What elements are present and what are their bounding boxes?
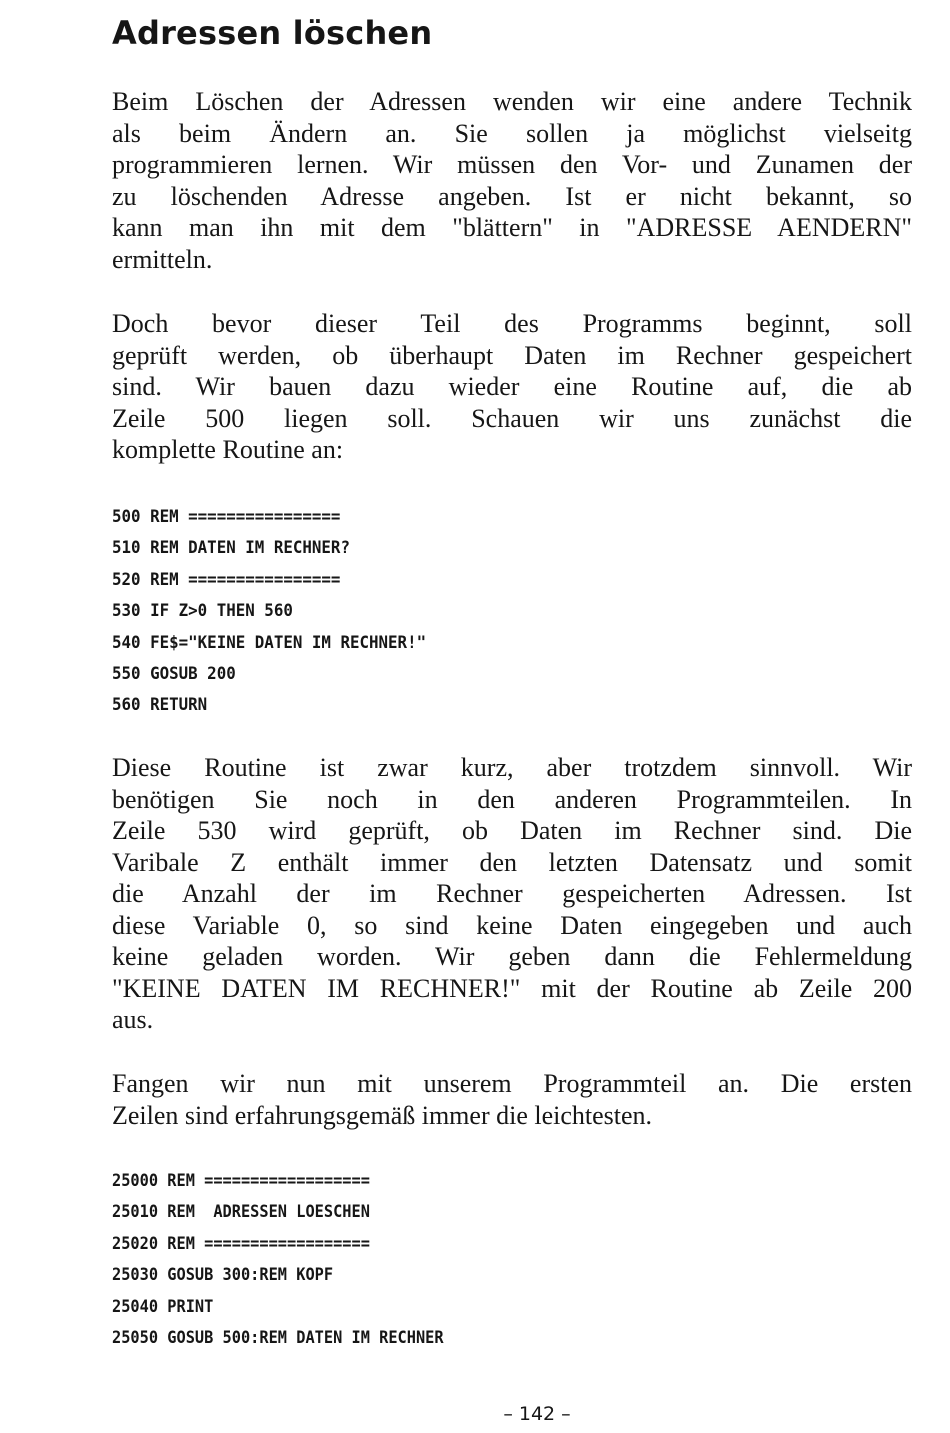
text-line: diese Variable 0, so sind keine Daten eingegeben und auch xyxy=(112,910,912,940)
paragraph-4 xyxy=(112,1068,912,1131)
text-line: programmieren lernen. Wir müssen den Vor- und Zunamen der xyxy=(112,150,912,179)
code-line: 25010 REM ADRESSEN LOESCHEN xyxy=(112,1202,370,1223)
code-line: 510 REM DATEN IM RECHNER? xyxy=(112,538,350,559)
code-line: 25000 REM ================== xyxy=(112,1171,370,1191)
text-line: sind. Wir bauen dazu wieder eine Routine auf, die ab xyxy=(112,372,912,401)
code-line: 500 REM ================ xyxy=(112,507,341,527)
code-line: 25020 REM ================== xyxy=(112,1233,370,1254)
text-line: als beim Ändern an. Sie sollen ja möglichst vielseitg xyxy=(112,118,912,148)
code-listing-2 xyxy=(112,1166,480,1354)
text-line: zu löschenden Adresse angeben. Ist er nicht bekannt, so xyxy=(112,181,912,211)
text-line: ermitteln. xyxy=(112,244,213,274)
code-line: 520 REM ================ xyxy=(112,569,341,590)
page-heading: Adressen löschen xyxy=(112,14,433,52)
code-line: 25050 GOSUB 500:REM DATEN IM RECHNER xyxy=(112,1327,444,1348)
text-line: Fangen wir nun mit unserem Programmteil an. Die ersten xyxy=(112,1069,912,1098)
text-line: Varibale Z enthält immer den letzten Datensatz und somit xyxy=(112,847,912,877)
text-line: geprüft werden, ob überhaupt Daten im Rechner gespeichert xyxy=(112,340,912,370)
code-line: 25030 GOSUB 300:REM KOPF xyxy=(112,1265,334,1286)
text-line: Zeile 500 liegen soll. Schauen wir uns zunächst die xyxy=(112,403,912,433)
code-line: 25040 PRINT xyxy=(112,1296,214,1317)
paragraph-3 xyxy=(112,752,912,1036)
text-line: benötigen Sie noch in den anderen Programmteilen. In xyxy=(112,784,912,814)
paragraph-1 xyxy=(112,86,912,275)
text-line: die Anzahl der im Rechner gespeicherten Adressen. Ist xyxy=(112,879,912,908)
text-line: Zeilen sind erfahrungsgemäß immer die leichtesten. xyxy=(112,1100,653,1130)
paragraph-2 xyxy=(112,308,912,466)
text-line: komplette Routine an: xyxy=(112,435,344,464)
code-line: 540 FE$="KEINE DATEN IM RECHNER!" xyxy=(112,632,427,653)
code-listing-1 xyxy=(112,502,450,722)
text-line: Doch bevor dieser Teil des Programms beginnt, soll xyxy=(112,309,912,338)
text-line: Diese Routine ist zwar kurz, aber trotzdem sinnvoll. Wir xyxy=(112,753,912,782)
page-number: – 142 – xyxy=(503,1403,571,1425)
text-line: Beim Löschen der Adressen wenden wir eine andere Technik xyxy=(112,87,912,116)
code-line: 560 RETURN xyxy=(112,695,208,716)
code-line: 530 IF Z>0 THEN 560 xyxy=(112,601,293,622)
text-line: keine geladen worden. Wir geben dann die Fehlermeldung xyxy=(112,942,912,971)
code-line: 550 GOSUB 200 xyxy=(112,663,236,684)
text-line: kann man ihn mit dem "blättern" in "ADRESSE AENDERN" xyxy=(112,213,912,242)
text-line: "KEINE DATEN IM RECHNER!" mit der Routine ab Zeile 200 xyxy=(112,973,912,1003)
text-line: aus. xyxy=(112,1005,154,1034)
text-line: Zeile 530 wird geprüft, ob Daten im Rechner sind. Die xyxy=(112,816,912,845)
